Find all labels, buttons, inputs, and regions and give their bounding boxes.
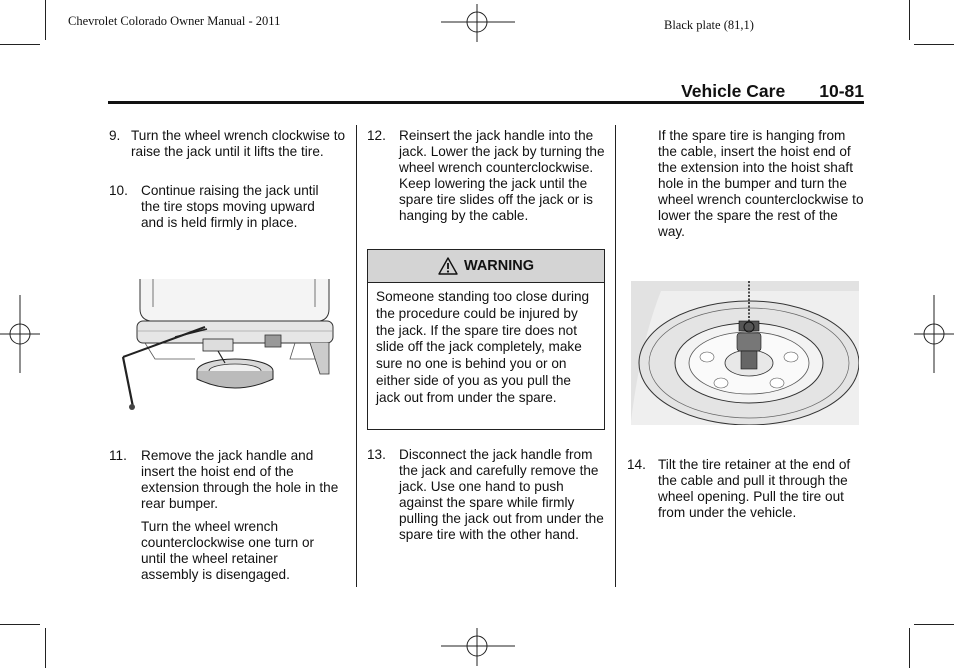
manual-title: Chevrolet Colorado Owner Manual - 2011 bbox=[68, 14, 281, 28]
step-number: 11. bbox=[109, 448, 127, 463]
column-divider bbox=[615, 125, 616, 587]
step-number: 12. bbox=[367, 128, 386, 143]
crop-mark bbox=[914, 44, 954, 45]
crop-mark bbox=[0, 624, 40, 625]
section-heading bbox=[600, 81, 864, 102]
registration-mark-top bbox=[441, 4, 515, 42]
crop-mark bbox=[45, 0, 46, 40]
step-text: Tilt the tire retainer at the end of the cable and pull it through the wheel opening. Pull the tire out from under the vehicle. bbox=[658, 457, 851, 520]
step-number: 10. bbox=[109, 183, 128, 198]
step-text: Remove the jack handle and insert the hoist end of the extension through the hole in the rear bumper. bbox=[141, 448, 339, 511]
step-text: Turn the wheel wrench clockwise to raise the jack until it lifts the tire. bbox=[131, 128, 346, 159]
step-text: Disconnect the jack handle from the jack and carefully remove the jack. Use one hand to push against the spare while firmly pulling the jack out from under the spare tire with the other hand. bbox=[399, 447, 604, 542]
jack-raising-illustration bbox=[115, 279, 335, 413]
warning-text: Someone standing too close during the procedure could be injured by the jack. If the spare tire does not slide off the jack completely, make sure no one is behind you or on either side of you as you pull the jack out from under the spare. bbox=[376, 289, 590, 405]
plate-label: Black plate (81,1) bbox=[664, 18, 754, 32]
crop-mark bbox=[0, 44, 40, 45]
step-11-continued: Turn the wheel wrench counterclockwise one turn or until the wheel retainer assembly is disengaged. bbox=[141, 519, 315, 582]
column-divider bbox=[356, 125, 357, 587]
crop-mark bbox=[909, 628, 910, 668]
crop-mark bbox=[914, 624, 954, 625]
registration-mark-right bbox=[914, 295, 954, 373]
step-number: 14. bbox=[627, 457, 646, 472]
step-text: Continue raising the jack until the tire stops moving upward and is held firmly in place. bbox=[141, 183, 319, 230]
warning-header bbox=[368, 250, 604, 283]
registration-mark-left bbox=[0, 295, 40, 373]
page-number: 10-81 bbox=[819, 81, 864, 101]
warning-title: WARNING bbox=[463, 258, 535, 274]
section-title: Vehicle Care bbox=[681, 81, 786, 101]
step-number: 9. bbox=[109, 128, 121, 143]
header-rule bbox=[108, 101, 864, 104]
warning-box bbox=[367, 249, 605, 430]
warning-triangle-icon bbox=[438, 257, 458, 275]
crop-mark bbox=[45, 628, 46, 668]
step-number: 13. bbox=[367, 447, 386, 462]
step-text: Reinsert the jack handle into the jack. Lower the jack by turning the wheel wrench counterclockwise. Keep lowering the jack until the spare tire slides off the jack or is hanging by the cable. bbox=[399, 128, 605, 223]
registration-mark-bottom bbox=[441, 628, 515, 666]
spare-tire-retainer-illustration bbox=[631, 281, 859, 425]
crop-mark bbox=[909, 0, 910, 40]
spare-hanging-paragraph: If the spare tire is hanging from the cable, insert the hoist end of the extension into the hoist shaft hole in the bumper and turn the wheel wrench counterclockwise to lower the spare the rest of the way. bbox=[658, 128, 864, 239]
